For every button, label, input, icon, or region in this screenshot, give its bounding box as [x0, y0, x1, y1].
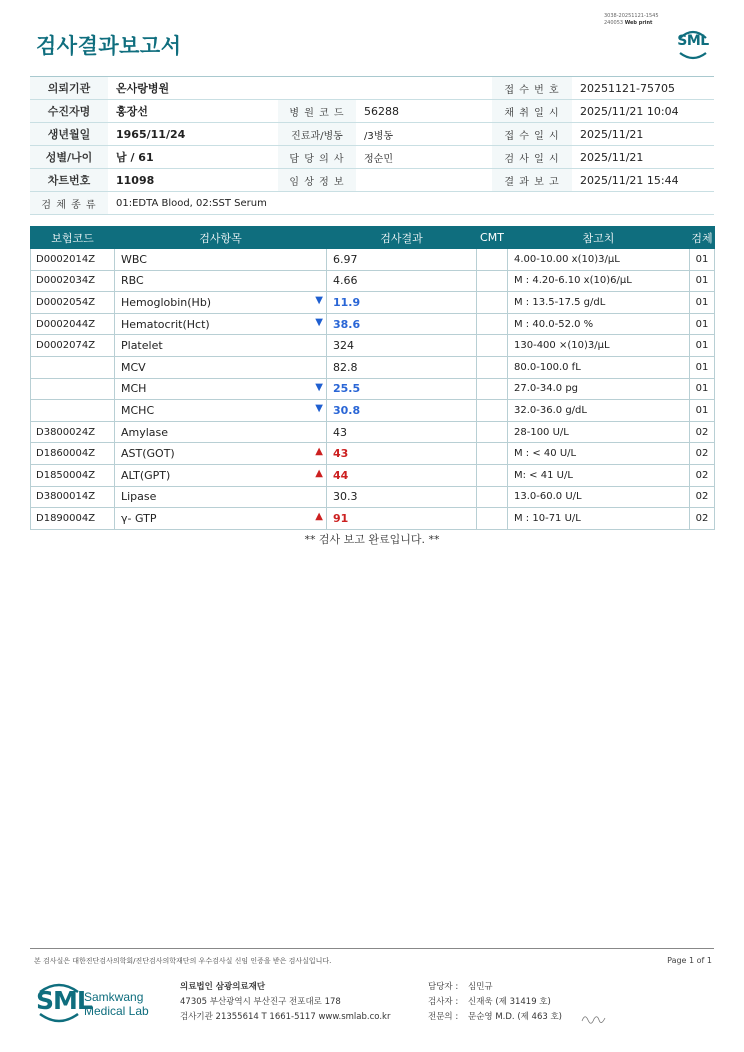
info-label: 수진자명	[30, 100, 108, 123]
results-body	[31, 249, 715, 530]
results-header-row	[31, 227, 715, 249]
insurance-code-cell: D0002014Z	[31, 249, 115, 271]
column-header: 참고치	[508, 227, 690, 249]
signature-icon	[580, 1011, 606, 1025]
samkwang-logo-name	[84, 990, 149, 1018]
specimen-cell: 02	[690, 443, 715, 465]
page-title: 검사결과보고서	[36, 34, 182, 58]
high-flag-icon: ▲	[315, 446, 323, 458]
test-item-label: Hematocrit(Hct)	[121, 317, 210, 331]
print-id	[604, 13, 659, 27]
completion-note: ** 검사 보고 완료입니다. **	[304, 533, 440, 546]
table-row	[31, 335, 715, 357]
insurance-code-cell: D0002034Z	[31, 270, 115, 292]
low-flag-icon: ▼	[315, 381, 323, 393]
reference-range-cell: 13.0-60.0 U/L	[508, 486, 690, 508]
cmt-cell	[477, 464, 508, 486]
info-value: 홍장선	[108, 100, 278, 123]
result-value-cell: 82.8	[327, 356, 477, 378]
specimen-cell: 01	[690, 378, 715, 400]
reference-range-cell: 80.0-100.0 fL	[508, 356, 690, 378]
table-row	[31, 486, 715, 508]
insurance-code-cell: D3800014Z	[31, 486, 115, 508]
org-contact: 검사기관 21355614 T 1661-5117 www.smlab.co.kr	[180, 1012, 391, 1022]
test-item-cell	[115, 508, 327, 530]
info-label: 진료과/병동	[278, 123, 356, 146]
reference-range-cell: M : < 40 U/L	[508, 443, 690, 465]
specimen-cell: 01	[690, 313, 715, 335]
info-label: 검 체 종 류	[30, 192, 108, 215]
reference-range-cell: 32.0-36.0 g/dL	[508, 400, 690, 422]
low-flag-icon: ▼	[315, 403, 323, 415]
test-item-label: MCV	[121, 360, 146, 374]
info-row	[30, 100, 714, 123]
insurance-code-cell	[31, 400, 115, 422]
test-item-cell	[115, 249, 327, 271]
test-item-cell	[115, 400, 327, 422]
info-label: 의뢰기관	[30, 77, 108, 100]
reference-range-cell: M : 4.20-6.10 x(10)6/μL	[508, 270, 690, 292]
test-item-label: AST(GOT)	[121, 447, 175, 461]
test-item-cell	[115, 443, 327, 465]
info-label: 접 수 번 호	[492, 77, 572, 100]
specimen-cell: 01	[690, 292, 715, 314]
staff-row	[428, 1010, 562, 1025]
low-flag-icon: ▼	[315, 316, 323, 328]
reference-range-cell: 130-400 ×(10)3/μL	[508, 335, 690, 357]
test-item-label: WBC	[121, 252, 147, 266]
info-value: 2025/11/21	[572, 123, 714, 146]
cmt-cell	[477, 249, 508, 271]
result-value-cell: 91	[327, 508, 477, 530]
logo-line2: Medical Lab	[84, 1004, 149, 1018]
insurance-code-cell: D3800024Z	[31, 421, 115, 443]
info-label: 채 취 일 시	[492, 100, 572, 123]
print-label: Web print	[624, 20, 653, 26]
test-item-label: MCHC	[121, 403, 155, 417]
patient-info-table	[30, 76, 714, 215]
insurance-code-cell: D1850004Z	[31, 464, 115, 486]
test-item-label: RBC	[121, 274, 144, 288]
table-row	[31, 400, 715, 422]
org-address: 47305 부산광역시 부산진구 전포대로 178	[180, 997, 341, 1007]
result-value-cell: 44	[327, 464, 477, 486]
samkwang-logo	[36, 980, 166, 1026]
specimen-cell: 02	[690, 508, 715, 530]
reference-range-cell: M : 10-71 U/L	[508, 508, 690, 530]
insurance-code-cell: D0002074Z	[31, 335, 115, 357]
test-item-cell	[115, 378, 327, 400]
cmt-cell	[477, 421, 508, 443]
staff-role: 담당자 :	[428, 982, 459, 992]
footer-divider	[30, 948, 714, 949]
table-row	[31, 249, 715, 271]
specimen-cell: 01	[690, 249, 715, 271]
specimen-cell: 01	[690, 400, 715, 422]
result-value-cell: 11.9	[327, 292, 477, 314]
info-value	[356, 169, 492, 192]
specimen-cell: 02	[690, 486, 715, 508]
info-label: 성별/나이	[30, 146, 108, 169]
staff-role: 전문의 :	[428, 1012, 459, 1022]
cmt-cell	[477, 508, 508, 530]
test-item-label: Lipase	[121, 490, 157, 504]
test-item-label: Platelet	[121, 339, 163, 353]
result-value-cell: 38.6	[327, 313, 477, 335]
info-row	[30, 77, 714, 100]
info-label: 검 사 일 시	[492, 146, 572, 169]
result-value-cell: 43	[327, 443, 477, 465]
result-value-cell: 324	[327, 335, 477, 357]
info-label: 접 수 일 시	[492, 123, 572, 146]
result-value-cell: 30.8	[327, 400, 477, 422]
info-value: /3병동	[356, 123, 492, 146]
specimen-cell: 01	[690, 270, 715, 292]
test-item-cell	[115, 313, 327, 335]
reference-range-cell: M : 13.5-17.5 g/dL	[508, 292, 690, 314]
column-header: 검체	[690, 227, 715, 249]
insurance-code-cell	[31, 378, 115, 400]
info-value: 온사랑병원	[108, 77, 492, 100]
info-value: 20251121-75705	[572, 77, 714, 100]
specimen-cell: 01	[690, 356, 715, 378]
staff-name: 신재욱 (제 31419 호)	[468, 997, 551, 1007]
test-item-cell	[115, 335, 327, 357]
certification-note: 본 검사실은 대한진단검사의학회/진단검사의학재단의 우수검사실 신임 인증을 받은 검사실입니다.	[34, 957, 332, 965]
staff-row	[428, 980, 562, 995]
reference-range-cell: 4.00-10.00 x(10)3/μL	[508, 249, 690, 271]
cmt-cell	[477, 292, 508, 314]
info-label: 담 당 의 사	[278, 146, 356, 169]
test-item-cell	[115, 421, 327, 443]
test-item-label: γ- GTP	[121, 511, 157, 525]
info-label: 임 상 정 보	[278, 169, 356, 192]
test-item-label: MCH	[121, 382, 147, 396]
print-id-line1: 3038-20251121-1545	[604, 13, 659, 19]
info-value: 1965/11/24	[108, 123, 278, 146]
test-item-cell	[115, 270, 327, 292]
logo-line1: Samkwang	[84, 990, 144, 1004]
staff-name: 심민규	[468, 982, 493, 992]
result-value-cell: 4.66	[327, 270, 477, 292]
table-row	[31, 378, 715, 400]
results-table	[30, 226, 715, 530]
high-flag-icon: ▲	[315, 467, 323, 479]
column-header: 보험코드	[31, 227, 115, 249]
info-row	[30, 146, 714, 169]
column-header: CMT	[477, 227, 508, 249]
org-info	[180, 980, 390, 1025]
cmt-cell	[477, 400, 508, 422]
table-row	[31, 356, 715, 378]
specimen-cell: 02	[690, 464, 715, 486]
reference-range-cell: M: < 41 U/L	[508, 464, 690, 486]
staff-info	[428, 980, 562, 1025]
info-value: 56288	[356, 100, 492, 123]
insurance-code-cell: D0002044Z	[31, 313, 115, 335]
info-value: 01:EDTA Blood, 02:SST Serum	[108, 192, 714, 215]
table-row	[31, 443, 715, 465]
reference-range-cell: 27.0-34.0 pg	[508, 378, 690, 400]
table-row	[31, 313, 715, 335]
cmt-cell	[477, 335, 508, 357]
test-item-cell	[115, 486, 327, 508]
insurance-code-cell: D0002054Z	[31, 292, 115, 314]
high-flag-icon: ▲	[315, 511, 323, 523]
info-label: 생년월일	[30, 123, 108, 146]
staff-name: 문순영 M.D. (제 463 호)	[468, 1012, 563, 1022]
test-item-cell	[115, 464, 327, 486]
table-row	[31, 270, 715, 292]
specimen-cell: 01	[690, 335, 715, 357]
staff-row	[428, 995, 562, 1010]
info-value: 11098	[108, 169, 278, 192]
test-item-label: ALT(GPT)	[121, 468, 171, 482]
samkwang-logo-sml: SML	[36, 986, 92, 1015]
info-value: 2025/11/21 15:44	[572, 169, 714, 192]
insurance-code-cell	[31, 356, 115, 378]
table-row	[31, 292, 715, 314]
insurance-code-cell: D1860004Z	[31, 443, 115, 465]
cmt-cell	[477, 270, 508, 292]
column-header: 검사항목	[115, 227, 327, 249]
info-row	[30, 192, 714, 215]
cmt-cell	[477, 443, 508, 465]
info-value: 남 / 61	[108, 146, 278, 169]
info-value: 2025/11/21 10:04	[572, 100, 714, 123]
info-row	[30, 169, 714, 192]
print-id-line2: 240053	[604, 20, 624, 26]
reference-range-cell: 28-100 U/L	[508, 421, 690, 443]
table-row	[31, 508, 715, 530]
table-row	[31, 464, 715, 486]
test-item-cell	[115, 292, 327, 314]
page-number: Page 1 of 1	[667, 956, 712, 965]
info-label: 병 원 코 드	[278, 100, 356, 123]
test-item-cell	[115, 356, 327, 378]
result-value-cell: 25.5	[327, 378, 477, 400]
insurance-code-cell: D1890004Z	[31, 508, 115, 530]
test-item-label: Amylase	[121, 425, 169, 439]
low-flag-icon: ▼	[315, 295, 323, 307]
sml-logo-text: SML	[677, 33, 709, 49]
cmt-cell	[477, 356, 508, 378]
info-label: 차트번호	[30, 169, 108, 192]
result-value-cell: 30.3	[327, 486, 477, 508]
info-row	[30, 123, 714, 146]
cmt-cell	[477, 313, 508, 335]
column-header: 검사결과	[327, 227, 477, 249]
table-row	[31, 421, 715, 443]
info-label: 결 과 보 고	[492, 169, 572, 192]
test-item-label: Hemoglobin(Hb)	[121, 295, 212, 309]
specimen-cell: 02	[690, 421, 715, 443]
info-value: 정순민	[356, 146, 492, 169]
staff-role: 검사자 :	[428, 997, 459, 1007]
sml-logo-icon	[674, 26, 712, 62]
reference-range-cell: M : 40.0-52.0 %	[508, 313, 690, 335]
org-name: 의료법인 삼광의료재단	[180, 982, 266, 992]
cmt-cell	[477, 486, 508, 508]
cmt-cell	[477, 378, 508, 400]
result-value-cell: 6.97	[327, 249, 477, 271]
result-value-cell: 43	[327, 421, 477, 443]
info-value: 2025/11/21	[572, 146, 714, 169]
